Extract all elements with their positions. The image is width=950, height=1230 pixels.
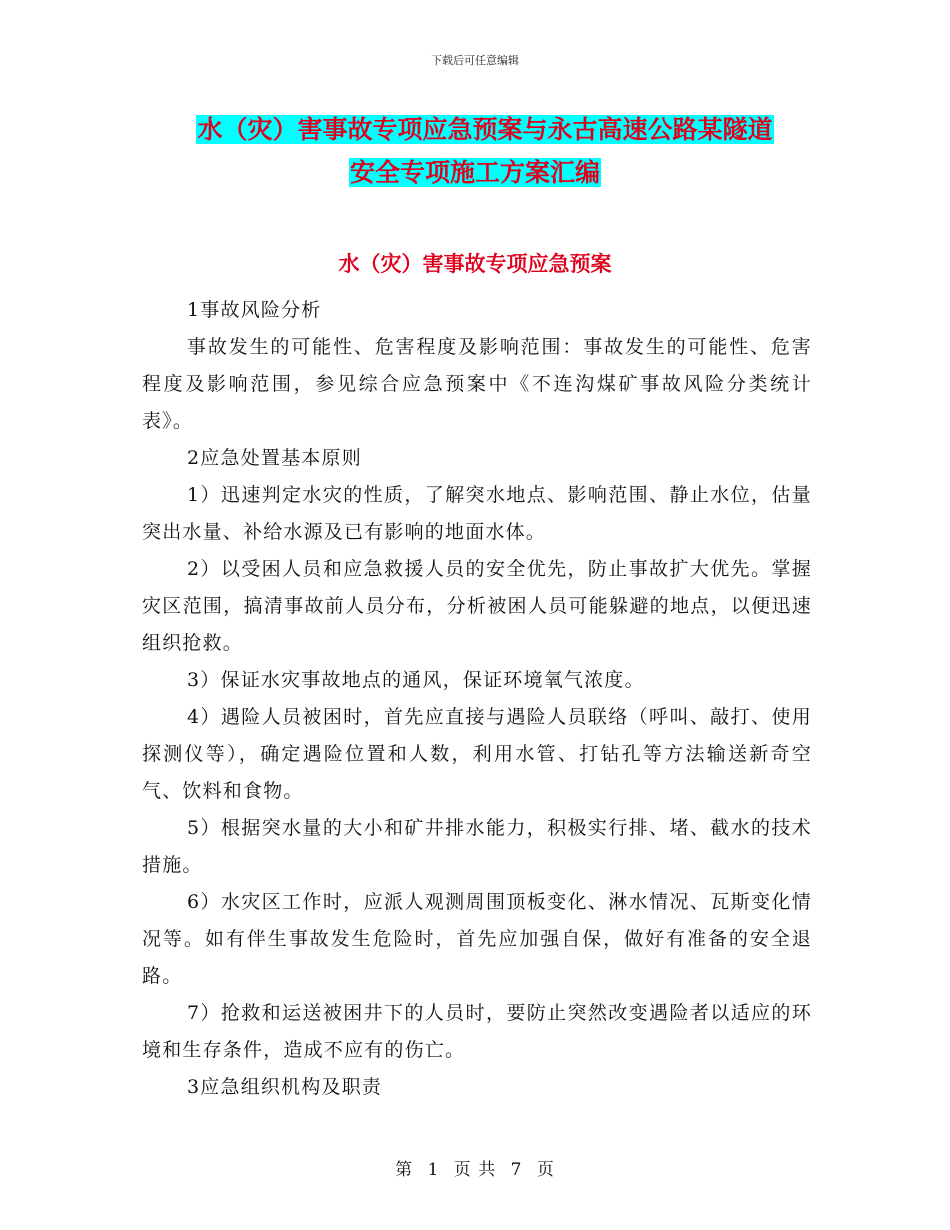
footer-suffix: 页 (536, 1160, 555, 1180)
paragraph: 1）迅速判定水灾的性质，了解突水地点、影响范围、静止水位，估量突出水量、补给水源及已有影响的地面水体。 (142, 484, 812, 543)
footer-prefix: 第 (395, 1160, 414, 1180)
paragraph: 5）根据突水量的大小和矿井排水能力，积极实行排、堵、截水的技术措施。 (142, 817, 812, 876)
footer-page-number: 1 (427, 1160, 440, 1180)
paragraph: 7）抢救和运送被困井下的人员时，要防止突然改变遇险者以适应的环境和生存条件，造成不应有的伤亡。 (142, 1002, 812, 1061)
heading-organization: 3应急组织机构及职责 (187, 1076, 383, 1098)
paragraph: 事故发生的可能性、危害程度及影响范围：事故发生的可能性、危害程度及影响范围，参见综合应急预案中《不连沟煤矿事故风险分类统计表》。 (142, 336, 812, 432)
page-footer (0, 1155, 950, 1180)
paragraph: 6）水灾区工作时，应派人观测周围顶板变化、淋水情况、瓦斯变化情况等。如有伴生事故发生危险时，首先应加强自保，做好有准备的安全退路。 (142, 891, 812, 987)
header-note: 下载后可任意编辑 (431, 54, 519, 67)
document-title-text-2: 安全专项施工方案汇编 (349, 158, 600, 187)
paragraph: 2）以受困人员和应急救援人员的安全优先，防止事故扩大优先。掌握灾区范围，搞清事故前人员分布，分析被困人员可能躲避的地点，以便迅速组织抢救。 (142, 558, 812, 654)
document-title-text-1: 水（灾）害事故专项应急预案与永古高速公路某隧道 (197, 115, 773, 144)
document-title-line-1 (0, 114, 950, 146)
heading-risk-analysis: 1事故风险分析 (187, 299, 322, 321)
paragraph: 3）保证水灾事故地点的通风，保证环境氧气浓度。 (187, 669, 645, 691)
footer-total-pages: 7 (510, 1160, 523, 1180)
section-title: 水（灾）害事故专项应急预案 (338, 252, 612, 276)
footer-middle: 页 共 (453, 1160, 497, 1180)
document-body (142, 292, 812, 1106)
heading-basic-principles: 2应急处置基本原则 (187, 447, 362, 469)
paragraph: 4）遇险人员被困时，首先应直接与遇险人员联络（呼叫、敲打、使用探测仪等），确定遇险位置和人数，利用水管、打钻孔等方法输送新奇空气、饮料和食物。 (142, 706, 812, 802)
document-title-line-2 (0, 157, 950, 189)
